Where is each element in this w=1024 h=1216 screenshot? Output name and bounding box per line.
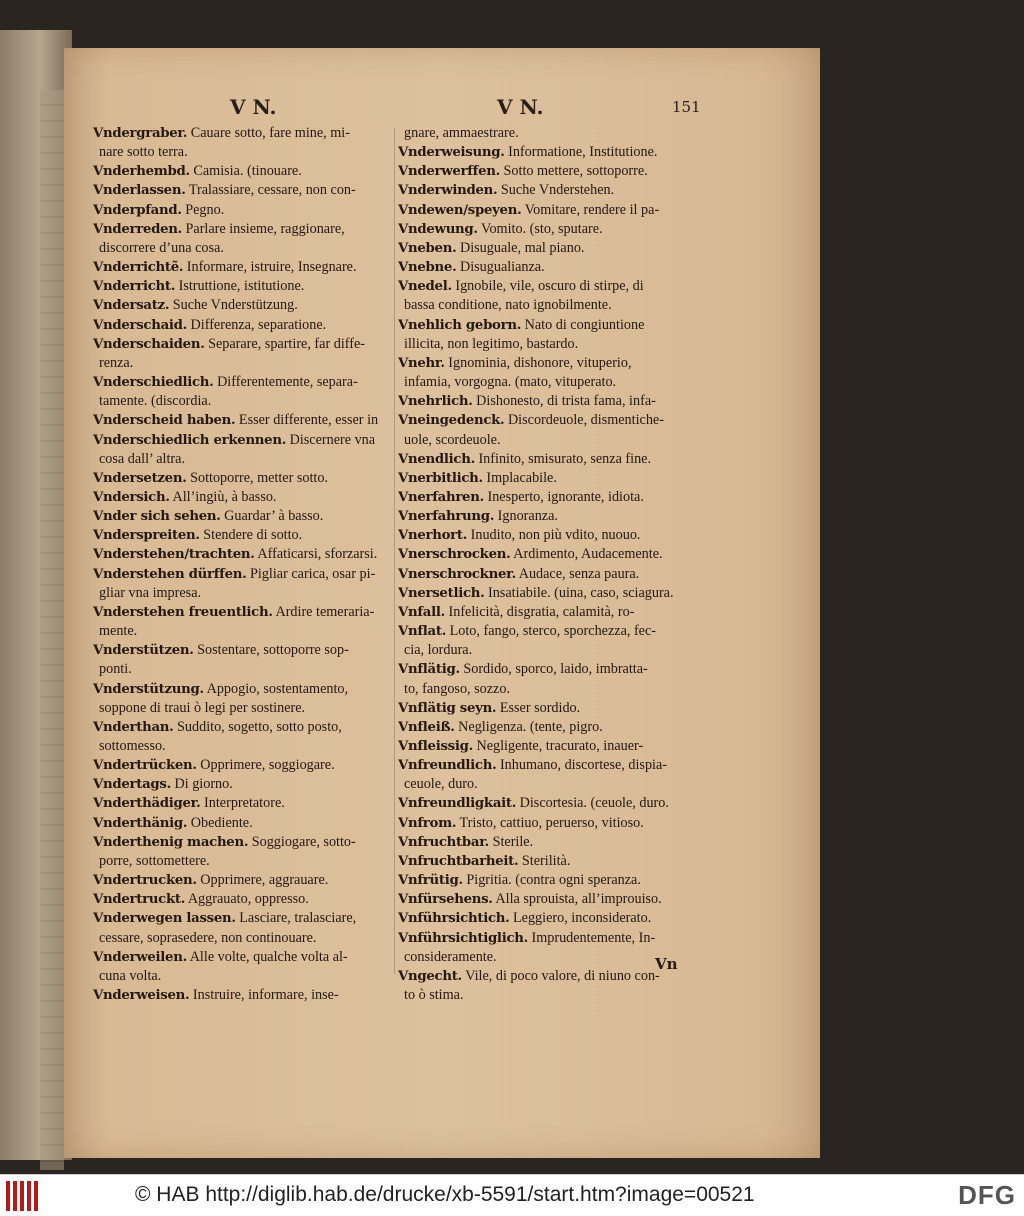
dictionary-entry [398,929,698,948]
entry-translation: Opprimere, aggrauare. [200,872,329,889]
entry-headword: Vneben. [398,240,457,256]
entry-translation: Affaticarsi, sforzarsi. [257,546,378,563]
dictionary-entry [398,660,698,679]
entry-translation: discorrere d’una cosa. [99,239,224,256]
dictionary-entry [398,909,698,928]
entry-headword: Vnfall. [398,604,445,620]
dictionary-entry [93,431,391,450]
entry-headword: Vnfrom. [398,815,457,831]
entry-translation: Ignobile, vile, oscuro di stirpe, di [455,278,644,295]
copyright-link[interactable]: © HAB http://diglib.hab.de/drucke/xb-5591/start.htm?image=00521 [135,1183,755,1206]
dictionary-entry [398,469,698,488]
entry-headword: Vndertags. [93,777,171,793]
dictionary-entry [398,852,698,871]
entry-translation: consideramente. [404,948,497,965]
footer-bar [0,1174,1024,1216]
dictionary-entry [398,775,698,794]
entry-headword: Vndergraber. [93,126,188,141]
entry-translation: Inhumano, discortese, dispia- [499,757,668,774]
hab-logo-icon [6,1181,40,1211]
entry-translation: gnare, ammaestrare. [404,125,519,141]
entry-translation: Lasciare, tralasciare, [239,910,357,927]
entry-headword: Vnderreden. [93,221,182,237]
entry-translation: Imprudentemente, In- [531,929,656,946]
dictionary-entry [93,852,391,871]
dictionary-entry [398,354,698,373]
entry-translation: Tralassiare, cessare, non con- [188,182,356,199]
entry-translation: porre, sottomettere. [99,852,210,869]
entry-translation: Loto, fango, sterco, sporchezza, fec- [449,623,656,640]
dictionary-entry [398,641,698,660]
entry-translation: Interpretatore. [204,795,285,812]
dfg-logo: DFG [958,1180,1016,1210]
dictionary-entry [93,680,391,699]
entry-headword: Vnderhembd. [93,164,190,180]
entry-translation: ponti. [99,661,132,678]
catchword: Vn [655,955,678,973]
dictionary-entry [398,986,698,1005]
entry-headword: Vnerschrockner. [398,566,516,582]
dictionary-entry [398,220,698,239]
entry-translation: Pigritia. (contra ogni speranza. [466,872,641,889]
entry-headword: Vndersich. [93,489,170,505]
dictionary-entry [93,201,391,220]
dictionary-entry [93,545,391,564]
entry-translation: Sostentare, sottoporre sop- [197,642,349,659]
entry-translation: Insatiabile. (uina, caso, sciagura. [487,584,674,601]
dictionary-entry [93,699,391,718]
dictionary-entry [93,411,391,430]
entry-headword: Vndersatz. [93,298,170,314]
entry-headword: Vnderthädiger. [93,796,201,812]
entry-translation: Suche Vnderstützung. [172,297,298,314]
dictionary-entry [93,488,391,507]
dictionary-entry [398,584,698,603]
entry-headword: Vnderstehen dürffen. [93,566,247,582]
entry-translation: cia, lordura. [404,642,473,659]
running-head-left: V N. [230,95,277,119]
dictionary-entry [398,890,698,909]
dictionary-entry [398,373,698,392]
entry-translation: illicita, non legitimo, bastardo. [404,335,579,352]
entry-translation: Appogio, sostentamento, [206,680,349,697]
entry-headword: Vnehlich geborn. [398,317,522,333]
dictionary-entry [398,450,698,469]
entry-translation: Camisia. (tinouare. [193,163,302,180]
dictionary-entry [398,756,698,775]
entry-translation: Parlare insieme, raggionare, [185,220,345,237]
entry-translation: Ignoranza. [497,508,558,525]
entry-translation: bassa conditione, nato ignobilmente. [404,297,612,314]
entry-headword: Vnendlich. [398,451,475,467]
entry-headword: Vnerbitlich. [398,470,483,486]
entry-translation: Differentemente, separa- [217,374,358,391]
dictionary-entry [93,909,391,928]
dictionary-entry [398,143,698,162]
dictionary-entry [398,258,698,277]
entry-translation: Aggrauato, oppresso. [187,891,309,908]
running-head-right: V N. [497,95,544,119]
entry-headword: Vndersetzen. [93,470,187,486]
entry-translation: Differenza, separatione. [190,316,327,333]
entry-translation: Leggiero, inconsiderato. [512,910,652,927]
entry-translation: Inudito, non più vdito, nuouo. [470,527,641,544]
dictionary-entry [93,794,391,813]
entry-headword: Vndewen/speyen. [398,202,522,218]
dictionary-entry [398,162,698,181]
entry-translation: mente. [99,623,138,640]
entry-translation: ceuole, duro. [404,776,478,793]
entry-headword: Vnflat. [398,624,447,640]
entry-headword: Vndertruckt. [93,892,186,908]
entry-translation: Ardimento, Audacemente. [513,546,663,563]
entry-translation: cosa dall’ altra. [99,450,185,467]
dictionary-entry [398,316,698,335]
dictionary-entry [93,277,391,296]
dictionary-entry [93,507,391,526]
entry-headword: Vnehrlich. [398,394,473,410]
entry-translation: sottomesso. [99,738,166,754]
entry-translation: Audace, senza paura. [518,565,640,582]
entry-translation: Sottoporre, metter sotto. [190,469,329,486]
entry-translation: Di giorno. [174,776,233,793]
dictionary-entry [93,354,391,373]
entry-headword: Vnderschiedlich. [93,375,214,391]
entry-translation: Istruttione, istitutione. [178,278,305,295]
entry-translation: Infelicità, disgratia, calamità, ro- [448,603,635,620]
entry-translation: Infinito, smisurato, senza fine. [478,450,652,467]
entry-translation: Informatione, Institutione. [508,144,658,161]
entry-translation: Pegno. [185,201,225,218]
dictionary-entry [398,296,698,315]
entry-headword: Vnderstehen/trachten. [93,547,255,563]
entry-headword: Vnerfahrung. [398,509,495,525]
entry-translation: Esser differente, esser in [238,412,379,429]
dictionary-entry [93,775,391,794]
entry-headword: Vnehr. [398,355,445,371]
entry-translation: Dishonesto, di trista fama, infa- [476,393,656,410]
entry-translation: Instruire, informare, inse- [192,987,339,1004]
dictionary-entry [93,220,391,239]
entry-headword: Vnderthan. [93,719,174,735]
entry-headword: Vnfleissig. [398,739,473,754]
dictionary-entry [398,833,698,852]
dictionary-entry [93,296,391,315]
dictionary-entry [93,603,391,622]
dictionary-entry [398,948,698,967]
entry-headword: Vnderthänig. [93,815,188,831]
entry-translation: Soggiogare, sotto- [251,833,356,850]
entry-translation: Alle volte, qualche volta al- [189,948,348,965]
entry-headword: Vnfruchtbar. [398,834,490,850]
entry-headword: Vnderwegen lassen. [93,911,236,927]
entry-translation: Discordeuole, dismentiche- [507,412,664,429]
entry-translation: Disugualianza. [459,259,545,276]
entry-translation: Discernere vna [289,431,376,448]
entry-headword: Vnderwinden. [398,183,498,199]
dictionary-entry [93,258,391,277]
dictionary-entry [398,526,698,545]
dictionary-entry [398,181,698,200]
entry-headword: Vndertrucken. [93,873,197,889]
entry-headword: Vnedel. [398,279,452,295]
page-number: 151 [672,98,701,116]
dictionary-entry [398,699,698,718]
entry-headword: Vnderweisung. [398,145,505,161]
entry-translation: Pigliar carica, osar pi- [249,565,376,582]
entry-headword: Vnersetlich. [398,585,485,601]
dictionary-entry [93,641,391,660]
entry-translation: Ignominia, dishonore, vituperio, [448,354,632,371]
dictionary-entry [93,469,391,488]
dictionary-entry [398,967,698,986]
entry-headword: Vnfürsehens. [398,892,493,908]
entry-translation: gliar vna impresa. [99,584,202,601]
dictionary-entry [398,814,698,833]
entry-translation: Suche Vnderstehen. [500,182,615,199]
right-column [398,124,698,1005]
entry-headword: Vnderspreiten. [93,528,200,544]
entry-translation: Negligente, tracurato, inauer- [476,738,644,754]
dictionary-entry [398,545,698,564]
entry-translation: tamente. (discordia. [99,393,212,410]
entry-translation: uole, scordeuole. [404,431,501,448]
entry-translation: Nato di congiuntione [524,316,645,333]
entry-translation: All’ingiù, à basso. [172,488,277,505]
entry-headword: Vngecht. [398,968,462,984]
dictionary-entry [93,335,391,354]
dictionary-entry [93,565,391,584]
dictionary-entry [93,948,391,967]
entry-translation: Ardire temeraria- [275,603,375,620]
entry-translation: to ò stima. [404,987,464,1004]
entry-headword: Vndewung. [398,221,478,237]
column-divider [394,128,395,974]
entry-headword: Vnfrütig. [398,873,463,889]
dictionary-entry [93,162,391,181]
entry-headword: Vnderstützen. [93,643,194,659]
dictionary-entry [398,277,698,296]
dictionary-entry [93,450,391,469]
entry-headword: Vneingedenck. [398,413,505,429]
entry-translation: Informare, istruire, Insegnare. [186,259,357,276]
entry-headword: Vndertrücken. [93,758,197,774]
entry-headword: Vnderlassen. [93,183,186,199]
entry-translation: Sordido, sporco, laido, imbratta- [463,661,648,678]
entry-headword: Vnderstützung. [93,681,204,697]
entry-translation: Inesperto, ignorante, idiota. [487,488,644,505]
entry-headword: Vnderthenig machen. [93,834,249,850]
entry-translation: Esser sordido. [499,699,581,716]
entry-headword: Vnfruchtbarheit. [398,853,519,869]
dictionary-entry [398,488,698,507]
dictionary-entry [93,814,391,833]
dictionary-entry [398,335,698,354]
dictionary-entry [93,124,391,143]
entry-translation: cessare, soprasedere, non continouare. [99,929,317,946]
dictionary-entry [398,392,698,411]
entry-headword: Vnführsichtiglich. [398,930,528,946]
entry-headword: Vnderrichtẽ. [93,260,184,276]
entry-headword: Vnebne. [398,260,457,276]
dictionary-entry [93,316,391,335]
dictionary-entry [93,967,391,986]
dictionary-entry [93,718,391,737]
entry-translation: Guardar’ à basso. [224,508,324,525]
entry-headword: Vnflätig seyn. [398,700,497,716]
entry-headword: Vnderricht. [93,279,176,295]
dictionary-entry [398,603,698,622]
entry-headword: Vnderstehen freuentlich. [93,604,273,620]
entry-translation: Suddito, sogetto, sotto posto, [177,718,342,735]
dictionary-entry [398,124,698,143]
dictionary-entry [93,584,391,603]
entry-headword: Vnderschiedlich erkennen. [93,432,287,448]
entry-headword: Vnderscheid haben. [93,413,236,429]
entry-translation: Sterilità. [521,852,571,869]
dictionary-entry [93,239,391,258]
dictionary-entry [398,680,698,699]
book-left-edge [0,30,72,1160]
entry-headword: Vnder sich sehen. [93,509,221,525]
dictionary-entry [93,737,391,756]
entry-headword: Vnderwerffen. [398,164,500,180]
entry-headword: Vnflätig. [398,662,460,678]
dictionary-entry [93,660,391,679]
dictionary-entry [398,239,698,258]
entry-headword: Vnfleiß. [398,719,455,735]
entry-translation: Cauare sotto, fare mine, mi- [190,125,350,141]
dictionary-entry [398,565,698,584]
dictionary-entry [93,871,391,890]
dictionary-entry [93,526,391,545]
dictionary-entry [398,622,698,641]
entry-translation: Opprimere, soggiogare. [200,757,335,774]
entry-translation: to, fangoso, sozzo. [404,680,510,697]
dictionary-entry [398,507,698,526]
entry-headword: Vnderweisen. [93,988,190,1004]
dictionary-entry [398,718,698,737]
entry-translation: Disuguale, mal piano. [459,239,585,256]
dictionary-entry [398,737,698,756]
dictionary-entry [93,986,391,1005]
entry-translation: Obediente. [190,814,253,831]
dictionary-entry [398,411,698,430]
entry-translation: Sterile. [492,833,534,850]
dictionary-entry [93,756,391,775]
dictionary-entry [93,890,391,909]
entry-headword: Vnerhort. [398,528,468,544]
entry-headword: Vnerschrocken. [398,547,511,563]
dictionary-entry [93,392,391,411]
entry-headword: Vnerfahren. [398,489,484,505]
entry-translation: Sotto mettere, sottoporre. [503,163,648,180]
entry-translation: Stendere di sotto. [203,527,303,544]
entry-headword: Vnfreundligkait. [398,796,517,812]
entry-translation: infamia, vorgogna. (mato, vituperato. [404,374,617,391]
entry-translation: Implacabile. [486,469,557,486]
entry-translation: Separare, spartire, far diffe- [208,335,365,352]
dictionary-entry [93,929,391,948]
entry-translation: Discortesia. (ceuole, duro. [519,795,669,812]
entry-headword: Vnführsichtich. [398,911,510,927]
entry-headword: Vnderschaiden. [93,336,205,352]
entry-translation: soppone di traui ò legi per sostinere. [99,699,306,716]
dictionary-entry [93,181,391,200]
dictionary-entry [398,871,698,890]
page-edges [40,90,64,1170]
entry-translation: Tristo, cattiuo, peruerso, vitioso. [459,814,644,831]
dictionary-entry [93,833,391,852]
entry-translation: Vomitare, rendere il pa- [524,201,660,218]
entry-headword: Vnderschaid. [93,317,187,333]
dictionary-entry [93,373,391,392]
entry-translation: Alla sprouista, all’improuiso. [495,891,662,908]
entry-translation: cuna volta. [99,967,162,984]
dictionary-entry [398,201,698,220]
dictionary-entry [93,622,391,641]
entry-headword: Vnderweilen. [93,949,187,965]
entry-translation: Vomito. (sto, sputare. [481,220,603,237]
left-column [93,124,391,1005]
dictionary-entry [398,794,698,813]
entry-headword: Vnfreundlich. [398,758,497,774]
entry-translation: Negligenza. (tente, pigro. [458,718,603,735]
dictionary-entry [93,143,391,162]
entry-translation: nare sotto terra. [99,144,188,161]
entry-headword: Vnderpfand. [93,202,182,218]
dictionary-entry [398,431,698,450]
entry-translation: Vile, di poco valore, di niuno con- [465,967,660,984]
entry-translation: renza. [99,354,134,371]
